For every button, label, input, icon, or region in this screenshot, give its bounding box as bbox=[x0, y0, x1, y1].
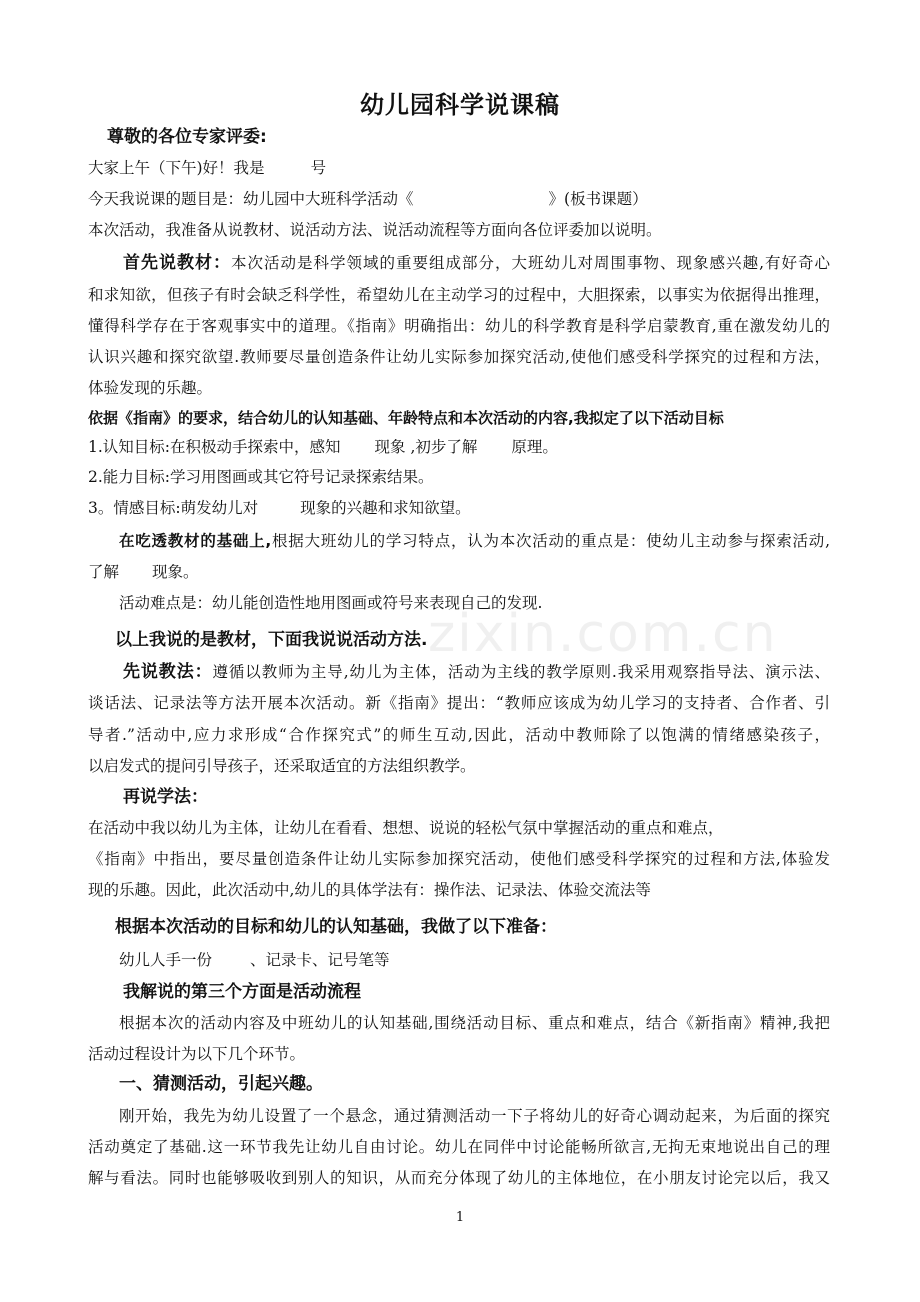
process-heading: 我解说的第三个方面是活动流程 bbox=[123, 982, 361, 1002]
learning-line-2: 《指南》中指出，要尽量创造条件让幼儿实际参加探究活动，使他们感受科学探究的过程和方法,体验发 bbox=[88, 850, 830, 868]
focus-2-a: 了解 bbox=[88, 563, 120, 581]
material-line-2: 和求知欲，但孩子有时会缺乏科学性，希望幼儿在主动学习的过程中，大胆探索，以事实为依据得出推理， bbox=[88, 286, 830, 304]
intro-2-after: 》(板书课题） bbox=[548, 190, 648, 208]
teaching-line-2: 谈话法、记录法等方法开展本次活动。新《指南》提出：“教师应该成为幼儿学习的支持者、合作者、引 bbox=[88, 694, 830, 712]
learning-line-1: 在活动中我以幼儿为主体，让幼儿在看看、想想、说说的轻松气氛中掌握活动的重点和难点， bbox=[88, 819, 724, 837]
goal-3 bbox=[88, 498, 471, 518]
goal-1-a: 1.认知目标:在积极动手探索中，感知 bbox=[88, 438, 341, 456]
page-number: 1 bbox=[455, 1210, 465, 1225]
transition: 以上我说的是教材，下面我说说活动方法. bbox=[115, 630, 428, 650]
goal-3-b: 现象的兴趣和求知欲望。 bbox=[300, 499, 471, 517]
goal-1-b: 现象 ,初步了解 bbox=[374, 438, 478, 456]
intro-line-2 bbox=[88, 189, 648, 209]
focus-line-2 bbox=[88, 562, 199, 582]
page-title: 幼儿园科学说课稿 bbox=[360, 90, 560, 119]
focus-text: 根据大班幼儿的学习特点，认为本次活动的重点是：使幼儿主动参与探索活动, bbox=[271, 532, 830, 550]
step-1-line-2: 活动奠定了基础.这一环节我先让幼儿自由讨论。幼儿在同伴中讨论能畅所欲言,无拘无束地说出自己的理 bbox=[88, 1138, 830, 1156]
focus-lead: 在吃透教材的基础上, bbox=[119, 532, 272, 550]
teaching-lead: 先说教法： bbox=[123, 662, 213, 682]
learning-heading: 再说学法： bbox=[123, 787, 208, 807]
material-line-4: 认识兴趣和探究欲望.教师要尽量创造条件让幼儿实际参加探究活动,使他们感受科学探究的过程和方法， bbox=[88, 348, 830, 366]
prep-heading: 根据本次活动的目标和幼儿的认知基础，我做了以下准备： bbox=[115, 917, 557, 937]
teaching-line-3: 导者.”活动中,应力求形成“合作探究式”的师生互动,因此，活动中教师除了以饱满的情绪感染孩子， bbox=[88, 726, 830, 744]
process-line-2: 活动过程设计为以下几个环节。 bbox=[88, 1045, 306, 1063]
intro-1-before: 大家上午（下午)好！我是 bbox=[88, 159, 265, 177]
goals-heading: 依据《指南》的要求，结合幼儿的认知基础、年龄特点和本次活动的内容,我拟定了以下活动目标 bbox=[88, 409, 724, 427]
goal-3-a: 3。情感目标:萌发幼儿对 bbox=[88, 499, 259, 517]
prep-a: 幼儿人手一份 bbox=[119, 951, 213, 969]
learning-line-3: 现的乐趣。因此，此次活动中,幼儿的具体学法有：操作法、记录法、体验交流法等 bbox=[88, 881, 651, 899]
step-1-line-1: 刚开始，我先为幼儿设置了一个悬念，通过猜测活动一下子将幼儿的好奇心调动起来，为后面的探究 bbox=[119, 1107, 830, 1125]
teaching-line-4: 以启发式的提问引导孩子，还采取适宜的方法组织教学。 bbox=[88, 757, 476, 775]
focus-line-1 bbox=[119, 531, 830, 551]
intro-2-before: 今天我说课的题目是：幼儿园中大班科学活动《 bbox=[88, 190, 414, 208]
teaching-text-1: 遵循以教师为主导,幼儿为主体，活动为主线的教学原则.我采用观察指导法、演示法、 bbox=[212, 663, 831, 681]
material-text-1: 本次活动是科学领域的重要组成部分，大班幼儿对周围事物、现象感兴趣,有好奇心 bbox=[231, 254, 830, 272]
difficulty: 活动难点是：幼儿能创造性地用图画或符号来表现自己的发现. bbox=[119, 594, 543, 612]
step-1-heading: 一、猜测活动，引起兴趣。 bbox=[119, 1074, 323, 1094]
material-line-5: 体验发现的乐趣。 bbox=[88, 379, 213, 397]
goal-1-c: 原理。 bbox=[511, 438, 558, 456]
process-line-1: 根据本次的活动内容及中班幼儿的认知基础,围绕活动目标、重点和难点，结合《新指南》精神,我把 bbox=[119, 1014, 830, 1032]
goal-1 bbox=[88, 437, 558, 457]
greeting: 尊敬的各位专家评委: bbox=[107, 127, 267, 147]
material-line-1 bbox=[123, 253, 830, 273]
intro-line-1 bbox=[88, 158, 326, 178]
material-line-3: 懂得科学存在于客观事实中的道理。《指南》明确指出：幼儿的科学教育是科学启蒙教育,重在激发幼儿的 bbox=[88, 317, 830, 335]
focus-2-b: 现象。 bbox=[152, 563, 199, 581]
teaching-line-1 bbox=[123, 662, 830, 682]
prep-b: 、记录卡、记号笔等 bbox=[250, 951, 390, 969]
goal-2: 2.能力目标:学习用图画或其它符号记录探索结果。 bbox=[88, 468, 434, 486]
intro-1-after: 号 bbox=[310, 159, 327, 177]
watermark: zixin.com.cn bbox=[428, 604, 778, 664]
prep-line bbox=[119, 950, 390, 970]
step-1-line-3: 解与看法。同时也能够吸收到别人的知识，从而充分体现了幼儿的主体地位，在小朋友讨论完以后，我又 bbox=[88, 1169, 830, 1187]
intro-line-3: 本次活动，我准备从说教材、说活动方法、说活动流程等方面向各位评委加以说明。 bbox=[88, 221, 662, 239]
material-lead: 首先说教材： bbox=[123, 253, 232, 273]
